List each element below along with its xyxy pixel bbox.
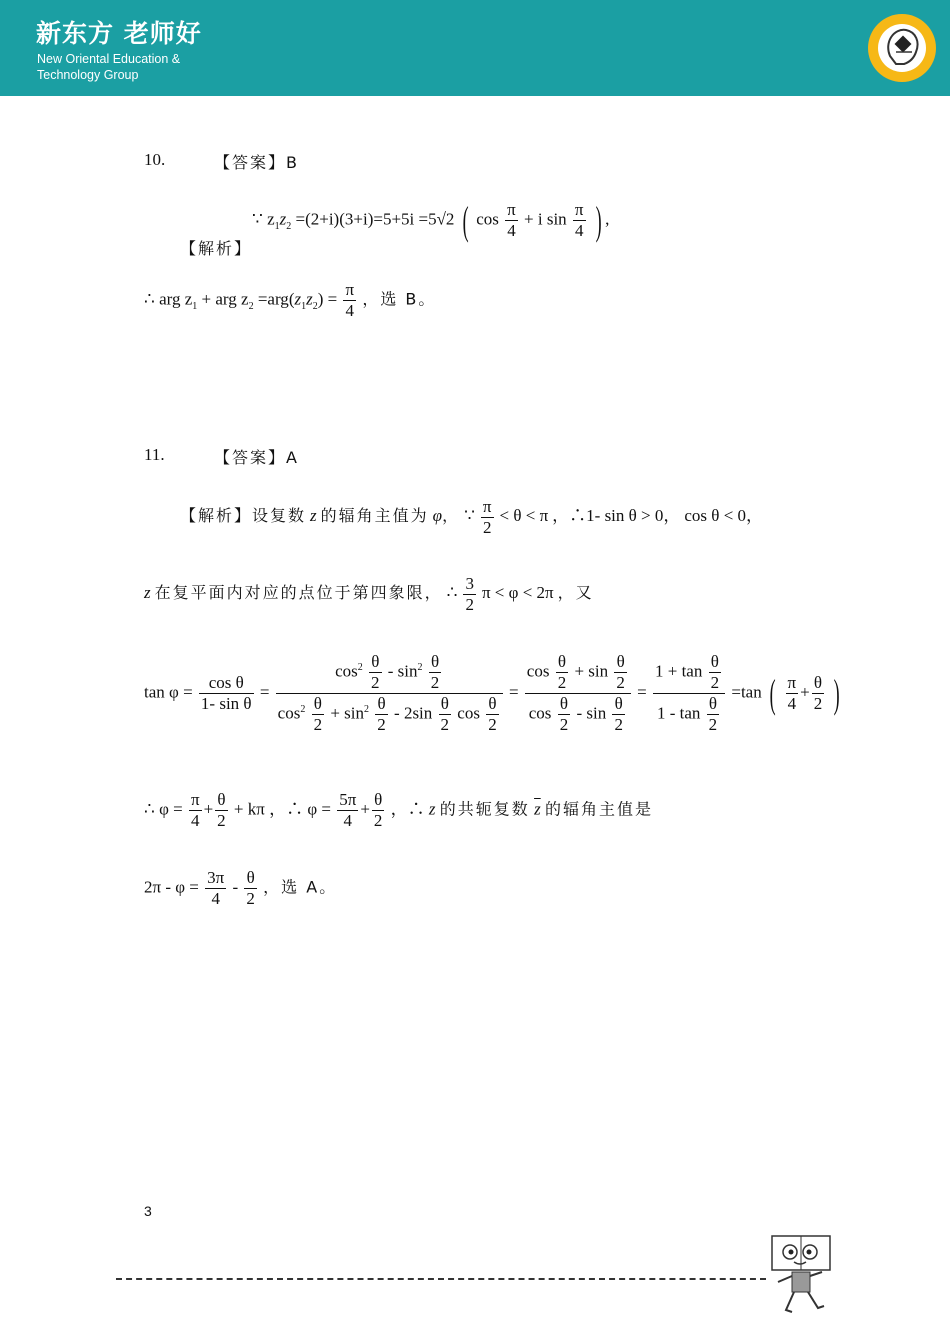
z-conjugate: $\overline{z}$ (534, 799, 541, 819)
page-number: 3 (144, 1203, 152, 1219)
q10-analysis-label: 【解析】 (180, 239, 253, 258)
big-fraction-3: 1 + tan $\frac{\theta}{2}$ 1 - tan $\frac{\theta}{2}$ (653, 652, 725, 735)
new-oriental-logo-icon (866, 12, 938, 84)
q11-line2: z 在复平面内对应的点位于第四象限， ∴ $\frac{3}{2}$ π < φ < 2π ，又 (144, 574, 594, 614)
q11-line3: tan φ = $\frac{\text{cos θ}}{\text{1- sin θ}}$ = $\cos^2$ $\frac{\theta}{2}$ - $\sin^2$ $\frac{\theta}{2}$ $\cos^2$ $\frac{\theta}{2}$ + $\sin^2$ $\frac{\theta}{2}$ - 2sin $\frac{\theta}{2}$ cos $\frac{\theta}{2}$ = cos $\frac{\theta}{2}$ + sin $\frac{\theta}{2}$ cos $\frac{\theta}{2}$ - sin $\frac{\theta}{2}$ = 1 + tan $\frac{\theta}{2}$ 1 - tan $\frac{\theta}{2}$ =tan ( $\frac{\pi}{4}$ + $\frac{\theta}{2}$ ) (144, 652, 841, 734)
footer-divider (116, 1278, 766, 1280)
q11-line5: 2π - φ = $\frac{3\pi}{4}$ - $\frac{\theta}{2}$ ，选 A。 (144, 868, 338, 908)
q10-number: 10. (144, 150, 166, 169)
q11-line4: ∴ φ = $\frac{\pi}{4}$ + $\frac{\theta}{2}$ + kπ ，∴ φ = $\frac{5\pi}{4}$ + $\frac{\theta}{2}$ ，∴ z 的共轭复数 $\overline{z}$ 的辐角主值是 (144, 790, 653, 830)
page-header (0, 0, 950, 96)
brand-chinese: 新东方 老师好 (36, 19, 202, 48)
big-fraction-1: $\cos^2$ $\frac{\theta}{2}$ - $\sin^2$ $\frac{\theta}{2}$ $\cos^2$ $\frac{\theta}{2}$ + $\sin^2$ $\frac{\theta}{2}$ - 2sin $\frac{\theta}{2}$ cos $\frac{\theta}{2}$ (276, 652, 503, 735)
q10-line1: ∵ $z_1z_2 =(2+i)(3+i)=5+5i =5√2$ ( cos $\frac{\pi}{4}$ + i sin $\frac{\pi}{4}$ ) , (252, 197, 610, 243)
brand-english: New Oriental Education & Technology Group (37, 52, 181, 82)
q10-line2: ∴ arg $z_1$ + arg $z_2 =arg(z_1z_2)$ = $\frac{\pi}{4}$ ，选 B。 (144, 280, 437, 320)
big-fraction-2: cos $\frac{\theta}{2}$ + sin $\frac{\theta}{2}$ cos $\frac{\theta}{2}$ - sin $\frac{\theta}{2}$ (525, 652, 631, 735)
q11-answer: 【答案】A (214, 448, 299, 467)
q10-answer: 【答案】B (214, 153, 299, 172)
q11-line1: 【解析】设复数 z 的辐角主值为 φ， ∵ $\frac{\pi}{2}$ < θ < π ，∴1- sin θ > 0， cos θ < 0， (180, 497, 764, 537)
q11-number: 11. (144, 445, 165, 464)
reading-mascot-icon (768, 1232, 834, 1316)
